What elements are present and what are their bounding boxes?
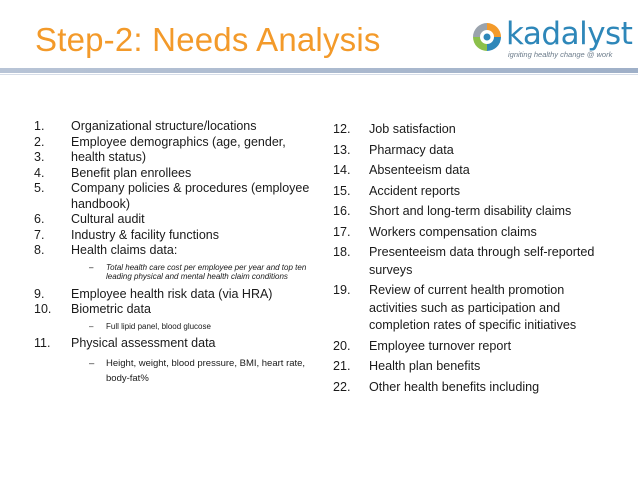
list-item: 17. Workers compensation claims: [333, 224, 537, 239]
list-item: 14. Absenteeism data: [333, 163, 470, 177]
list-item: 11. Physical assessment data: [34, 336, 216, 350]
list-item: 10. Biometric data: [34, 302, 151, 316]
logo-wordmark: kadalyst: [506, 16, 633, 52]
list-item: 20. Employee turnover report: [333, 338, 512, 353]
right-needs-list: [333, 121, 603, 396]
kadalyst-logo-icon: [470, 20, 504, 54]
header-divider: [0, 68, 638, 73]
list-item: 15. Accident reports: [333, 183, 460, 198]
list-item: 3. health status): [34, 150, 147, 164]
list-item: 6. Cultural audit: [34, 212, 145, 226]
kadalyst-logo: [470, 16, 633, 62]
list-item: 12. Job satisfaction: [333, 122, 456, 136]
sub-item-physical: – Height, weight, blood pressure, BMI, heart rate, body-fat%: [89, 357, 306, 384]
left-needs-list: [34, 119, 314, 391]
list-item: 2. Employee demographics (age, gender,: [34, 134, 286, 149]
header-divider-thin: [0, 74, 638, 75]
logo-tagline: igniting healthy change @ work: [508, 50, 613, 59]
list-item: 9. Employee health risk data (via HRA): [34, 286, 273, 301]
slide-title: Step-2: Needs Analysis: [35, 21, 381, 58]
list-item: 19. Review of current health promotion activities such as participation and completion rates of specific initiatives: [333, 283, 577, 332]
list-item: 7. Industry & facility functions: [34, 227, 219, 242]
list-item: 8. Health claims data:: [34, 243, 178, 257]
list-item: 5. Company policies & procedures (employee handbook): [34, 181, 310, 211]
sub-item-claims: – Total health care cost per employee per year and top ten leading physical and mental health claim conditions: [89, 262, 307, 281]
list-item: 21. Health plan benefits: [333, 359, 481, 373]
list-item: 1. Organizational structure/locations: [34, 119, 257, 133]
list-item: 22. Other health benefits including: [333, 379, 540, 394]
list-item: 4. Benefit plan enrollees: [34, 165, 192, 180]
list-item: 13. Pharmacy data: [333, 142, 454, 157]
list-item: 18. Presenteeism data through self-reported surveys: [333, 245, 595, 277]
sub-item-biometric: – Full lipid panel, blood glucose: [89, 321, 211, 331]
list-item: 16. Short and long-term disability claims: [333, 204, 572, 218]
